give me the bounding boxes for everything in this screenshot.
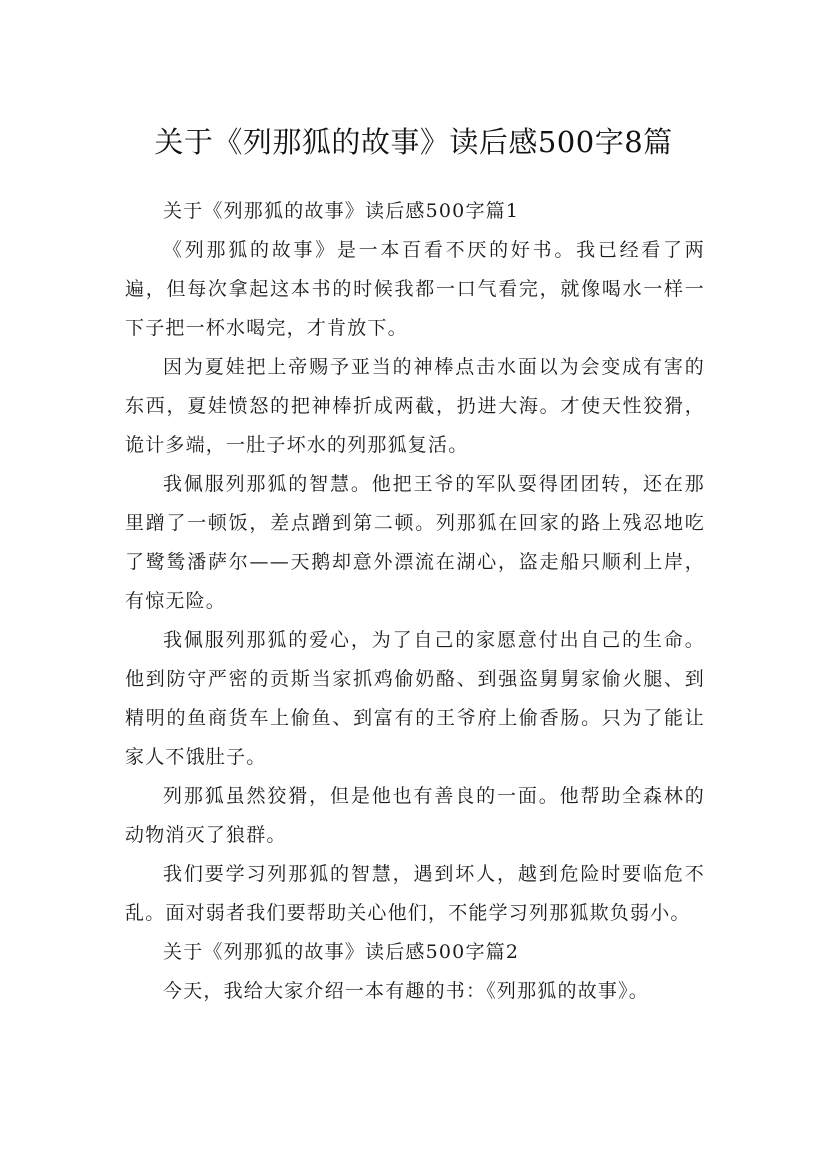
paragraph: 我们要学习列那狐的智慧，遇到坏人，越到危险时要临危不乱。面对弱者我们要帮助关心他们，不能学习列那狐欺负弱小。 (125, 863, 705, 924)
section-heading: 关于《列那狐的故事》读后感500字篇2 (163, 941, 520, 963)
paragraph: 我佩服列那狐的智慧。他把王爷的军队耍得团团转，还在那里蹭了一顿饭，差点蹭到第二顿。列那狐在回家的路上残忍地吃了鹭鸶潘萨尔——天鹅却意外漂流在湖心，盗走船只顺利上岸，有惊无险。 (125, 473, 705, 612)
paragraph: 列那狐虽然狡猾，但是他也有善良的一面。他帮助全森林的动物消灭了狼群。 (125, 785, 705, 846)
paragraph: 《列那狐的故事》是一本百看不厌的好书。我已经看了两遍，但每次拿起这本书的时候我都一口气看完，就像喝水一样一下子把一杯水喝完，才肯放下。 (125, 239, 705, 339)
section-heading: 关于《列那狐的故事》读后感500字篇1 (163, 200, 520, 222)
document-title: 关于《列那狐的故事》读后感500字8篇 (154, 125, 673, 160)
paragraph: 因为夏娃把上帝赐予亚当的神棒点击水面以为会变成有害的东西，夏娃愤怒的把神棒折成两截，扔进大海。才使天性狡猾，诡计多端，一肚子坏水的列那狐复活。 (125, 356, 705, 456)
paragraph: 我佩服列那狐的爱心，为了自己的家愿意付出自己的生命。他到防守严密的贡斯当家抓鸡偷奶酪、到强盗舅舅家偷火腿、到精明的鱼商货车上偷鱼、到富有的王爷府上偷香肠。只为了能让家人不饿肚子。 (125, 629, 705, 768)
paragraph: 今天，我给大家介绍一本有趣的书：《列那狐的故事》。 (163, 980, 650, 1002)
document-body (125, 192, 705, 1011)
